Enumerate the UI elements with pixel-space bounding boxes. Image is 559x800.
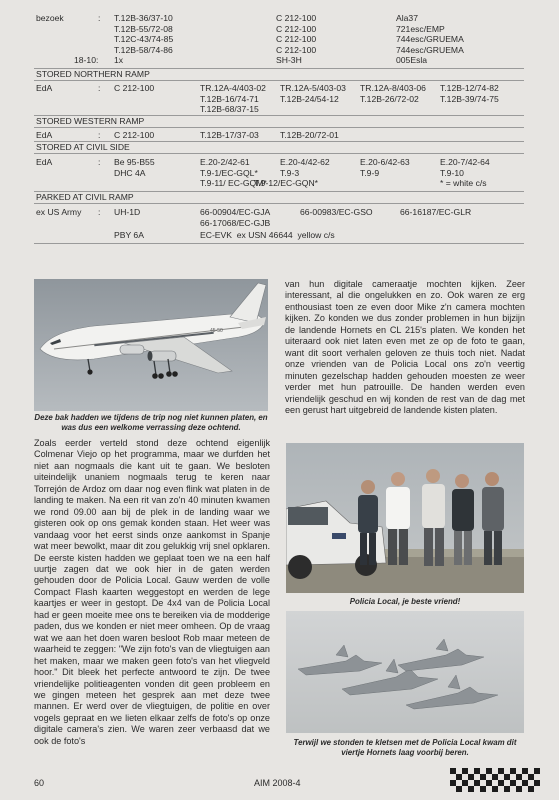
issue-label: AIM 2008-4 [254,778,301,788]
serial: TR.12A-4/403-02 [200,83,266,93]
colon: : [98,207,101,217]
airbus-aircraft-image [34,279,268,411]
police-photo [286,443,524,593]
serial: T.9-1/EC-GQL* [200,167,258,178]
bezoek-type: C 212-100 [276,34,317,44]
serial: 66-16187/EC-GLR [400,207,472,217]
serial: 66-17068/EC-GJB [200,217,271,228]
colon: : [98,83,101,93]
serial: T.9-3 [280,167,300,178]
serial: 66-00983/EC-GSO [300,207,373,217]
aircraft-type: PBY 6A [114,230,144,240]
serial: T.12B-26/72-02 [360,93,419,104]
serial: E.20-2/42-61 [200,157,250,167]
aircraft-type: UH-1D [114,207,141,217]
serial: T.9-10 [440,167,464,178]
section-title-civilside: STORED AT CIVIL SIDE [36,142,130,152]
serial: T.9-11/ EC-GQM* [200,178,267,188]
serial: EC-EVK ex USN 46644 yellow c/s [200,230,335,240]
serial: E.20-6/42-63 [360,157,410,167]
serial: T.12B-68/37-15 [200,104,259,114]
bezoek-type: C 212-100 [276,23,317,34]
serial: TR.12A-5/403-03 [280,83,346,93]
serial: T.12B-17/37-03 [200,130,259,140]
divider [34,243,524,244]
bezoek-unit: Ala37 [396,13,418,23]
serial: E.20-4/42-62 [280,157,330,167]
bezoek-serial: T.12B-58/74-86 [114,44,173,55]
bezoek-colon: : [98,13,101,23]
owner-label: EdA [36,130,53,140]
bezoek-date: 18-10: [74,55,99,65]
checker-pattern [450,768,540,792]
bezoek-unit: 744esc/GRUEMA [396,34,464,44]
bezoek-serial: T.12B-55/72-08 [114,23,173,34]
right-paragraph: van hun digitale cameraatje mochten kijken. Zeer interessant, al die ongelukken en zo. Ook waren ze erg enthousiast toen ze even door Mike z'n camera mochten kijken. Zo konden we dus zonder problemen in hun bijzijn de landende Hornets en CL 215's platen. We konden het uiteraard ook niet laten even met ze op de foto te gaan, want dit soort verhalen geloven ze thuis toch niet. Nadat onze vrienden van de Policia Local ons zo'n veertig minuten gezelschap hadden gehouden moesten ze weer verder met hun patrouille. De handen werden even vriendelijk geschud en wij konden de rest van de dag met een gerust hart uitgebreid de landende kisten platen. [285,279,525,415]
right-article-text [285,279,525,416]
bezoek-unit: 744esc/GRUEMA [396,44,464,55]
serial: T.9-9 [360,167,380,178]
aircraft-type: DHC 4A [114,167,146,178]
serial: TR.12A-8/403-06 [360,83,426,93]
serial: T.12B-12/74-82 [440,83,499,93]
airbus-photo [34,279,268,411]
bezoek-unit: 005Esla [396,55,428,65]
bezoek-label: bezoek [36,13,64,23]
police-group-image [286,443,524,593]
aircraft-type: C 212-100 [114,83,155,93]
bezoek-serial: T.12B-36/37-10 [114,13,173,23]
left-paragraph: Zoals eerder verteld stond deze ochtend eigenlijk Colmenar Viejo op het programma, maar we durfden het niet aan nogmaals die kant uit te gaan. We besloten uiteindelijk unaniem nogmaals terug te keren naar Torrejón de Ardoz om daar nog even flink wat platen in de landing te maken. Na een rit van zo'n 40 minuten kwamen we rond 09.00 aan bij de plek in de landing waar we gisteren ook op ons gemak konden staan. Het weer was vandaag voor het eerst sinds onze aankomst in Spanje wat meer bewolkt, maar dit zou gelukkig vrij snel opklaren. De eerste kisten hadden we geplaat toen we na een half uurtje zagen dat we ook hier in de gaten werden gehouden door de Policia Local. Gauw werden de volle Compact Flash kaarten weggestopt en werden de lege kaartjes er weer in gestopt. De 4x4 van de Policia Local had er geen moeite mee ons te bereiken via de modderige paden, dus we konden er niet meer omheen. Op de vraag wat we aan het doen waren besloot Rob maar meteen de waarheid te zeggen: "We zijn foto's van de vliegtuigen aan het maken, maar we maken geen foto's van het vliegveld hoor." Dit bleek het perfecte antwoord te zijn. De twee vriendelijke politieagenten vonden dit geen probleem en we gingen meteen het gesprek aan met deze twee mannen. Er werd over de vliegtuigen, de politie en over vogels gepraat en we lieten elkaar zelfs de foto's op onze digitale camera's zien. We waren zeer verbaasd dat we ook de foto's [34,438,270,746]
hornets-formation-image [286,611,524,733]
bezoek-serial: 1x [114,55,124,65]
airbus-caption: Deze bak hadden we tijdens de trip nog niet kunnen platen, en was dus een welkome verrassing deze ochtend. [34,413,268,432]
owner-label: EdA [36,83,53,93]
bezoek-type: SH-3H [276,55,302,65]
section-title-civilramp: PARKED AT CIVIL RAMP [36,192,134,202]
hornets-caption: Terwijl we stonden te kletsen met de Policia Local kwam dit viertje Hornets laag voorbij beren. [293,738,517,757]
owner-label: ex US Army [36,207,82,217]
aircraft-type: C 212-100 [114,130,155,140]
aircraft-tail-marking: 45-50 [210,328,223,334]
serial: T.12B-24/54-12 [280,93,339,104]
serial: T.12B-39/74-75 [440,93,499,104]
aircraft-type: Be 95-B55 [114,157,155,167]
bezoek-type: C 212-100 [276,13,317,23]
bezoek-type: C 212-100 [276,44,317,55]
page-number: 60 [34,778,45,788]
serial: T.9-12/EC-GQN* [254,178,318,188]
section-title-western: STORED WESTERN RAMP [36,116,145,126]
footnote: * = white c/s [440,178,487,188]
serial: T.12B-16/74-71 [200,93,259,104]
police-caption: Policia Local, je beste vriend! [349,597,461,606]
section-title-northern: STORED NORTHERN RAMP [36,69,150,79]
colon: : [98,157,101,167]
serial: T.12B-20/72-01 [280,130,339,140]
hornets-photo [286,611,524,733]
colon: : [98,130,101,140]
owner-label: EdA [36,157,53,167]
bezoek-serial: T.12C-43/74-85 [114,34,174,44]
civilramp-table [0,0,559,280]
serial: 66-00904/EC-GJA [200,207,271,217]
bezoek-unit: 721esc/EMP [396,23,445,34]
left-article-text [34,438,270,747]
checker-icon [450,768,540,792]
serial: E.20-7/42-64 [440,157,490,167]
